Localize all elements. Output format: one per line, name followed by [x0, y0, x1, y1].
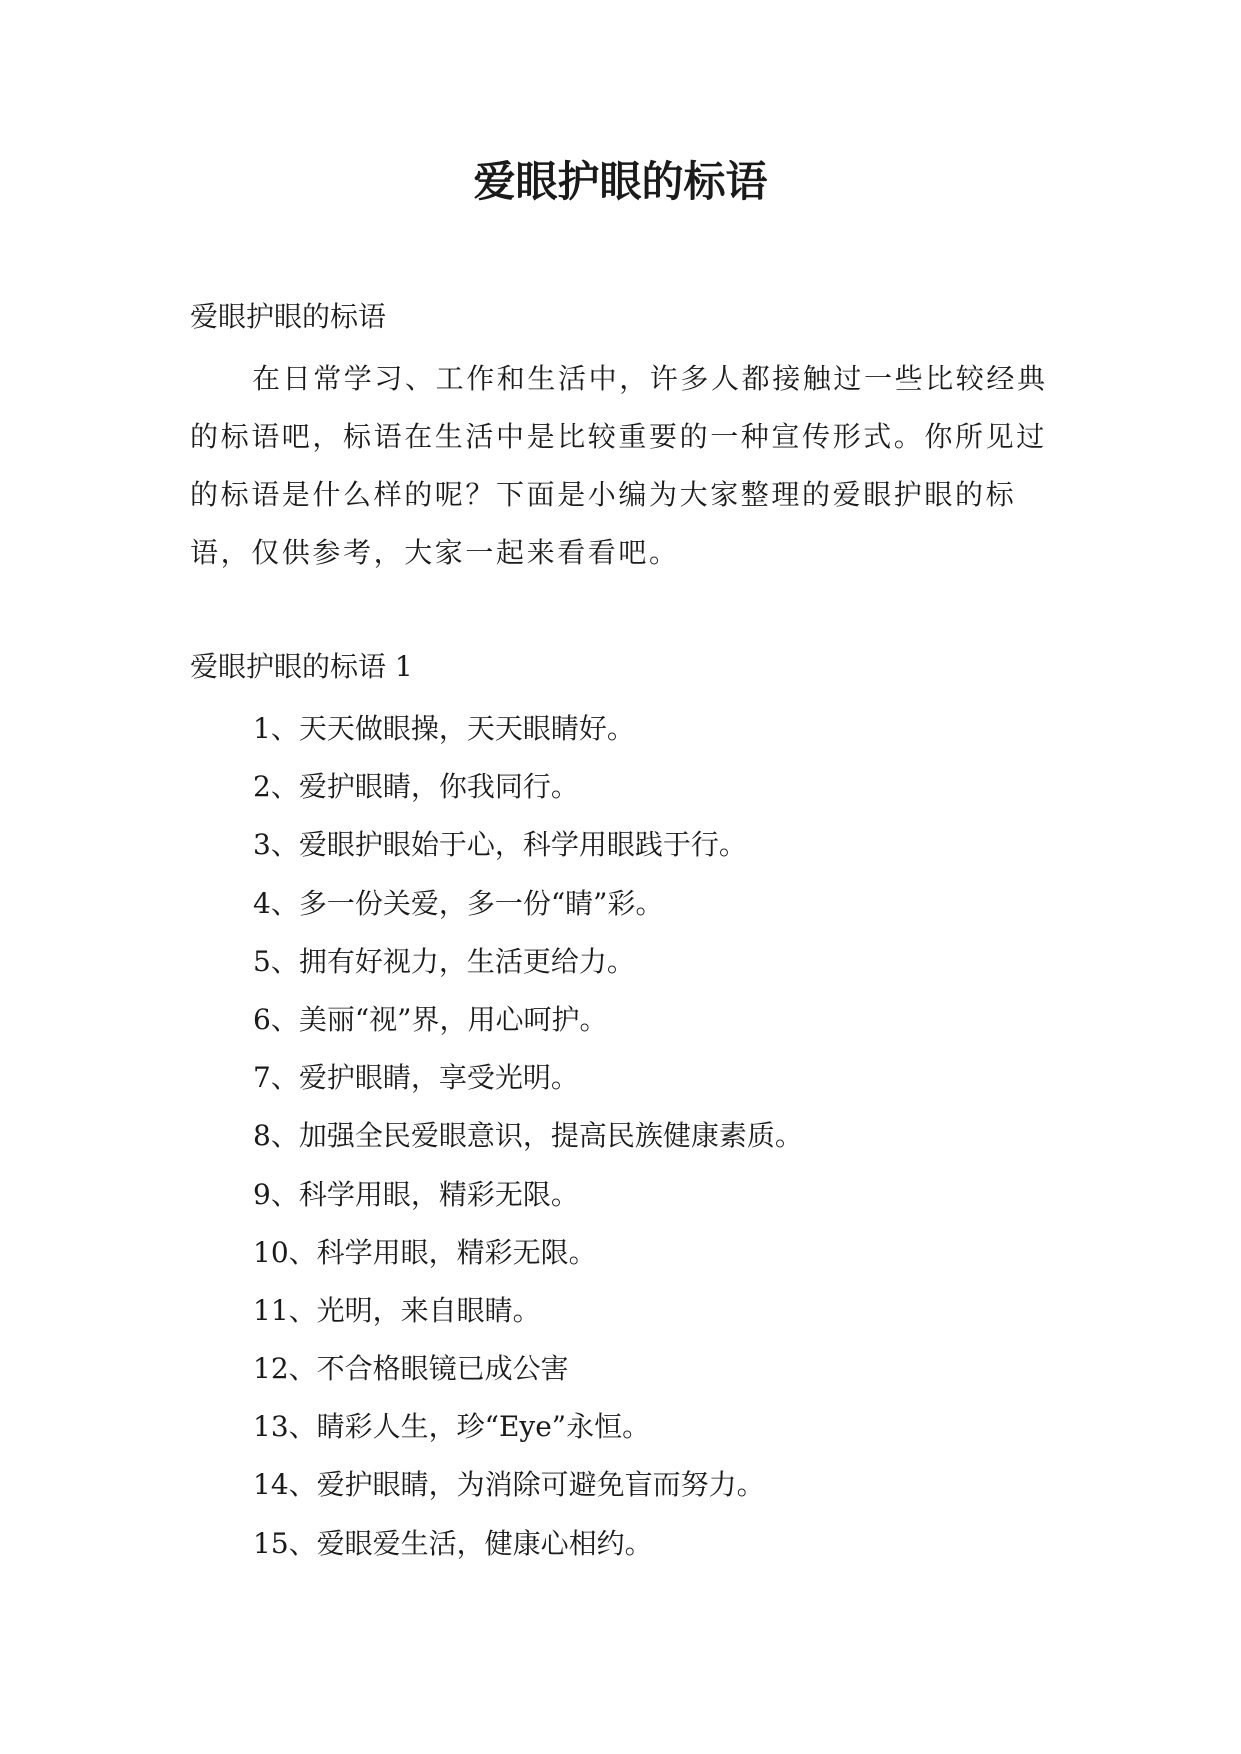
slogan-item: 10、科学用眼，精彩无限。: [253, 1235, 597, 1269]
slogan-item: 13、睛彩人生，珍“Eye”永恒。: [253, 1410, 651, 1444]
slogan-item: 14、爱护眼睛，为消除可避免盲而努力。: [253, 1468, 765, 1502]
slogan-item: 4、多一份关爱，多一份“睛”彩。: [253, 886, 664, 920]
document-subtitle: 爱眼护眼的标语: [190, 300, 387, 333]
slogan-item: 12、不合格眼镜已成公害: [253, 1352, 569, 1386]
slogan-item: 5、拥有好视力，生活更给力。: [253, 944, 635, 978]
slogan-item: 9、科学用眼，精彩无限。: [253, 1177, 579, 1211]
slogan-item: 8、加强全民爱眼意识，提高民族健康素质。: [253, 1119, 803, 1153]
slogan-item: 2、爱护眼睛，你我同行。: [253, 770, 579, 804]
slogan-item: 15、爱眼爱生活，健康心相约。: [253, 1526, 653, 1560]
intro-paragraph: 在日常学习、工作和生活中，许多人都接触过一些比较经典的标语吧，标语在生活中是比较重要的一种宣传形式。你所见过的标语是什么样的呢？下面是小编为大家整理的爱眼护眼的标语，仅供参考，大家一起来看看吧。: [190, 362, 1048, 569]
section-heading: 爱眼护眼的标语 1: [190, 650, 413, 683]
slogan-list: [253, 700, 1073, 1573]
document-title: 爱眼护眼的标语: [473, 157, 768, 206]
slogan-item: 1、天天做眼操，天天眼睛好。: [253, 712, 635, 745]
slogan-item: 6、美丽“视”界，用心呵护。: [253, 1002, 608, 1036]
slogan-item: 7、爱护眼睛，享受光明。: [253, 1061, 579, 1095]
slogan-item: 11、光明，来自眼睛。: [253, 1293, 541, 1327]
slogan-item: 3、爱眼护眼始于心，科学用眼践于行。: [253, 828, 747, 862]
